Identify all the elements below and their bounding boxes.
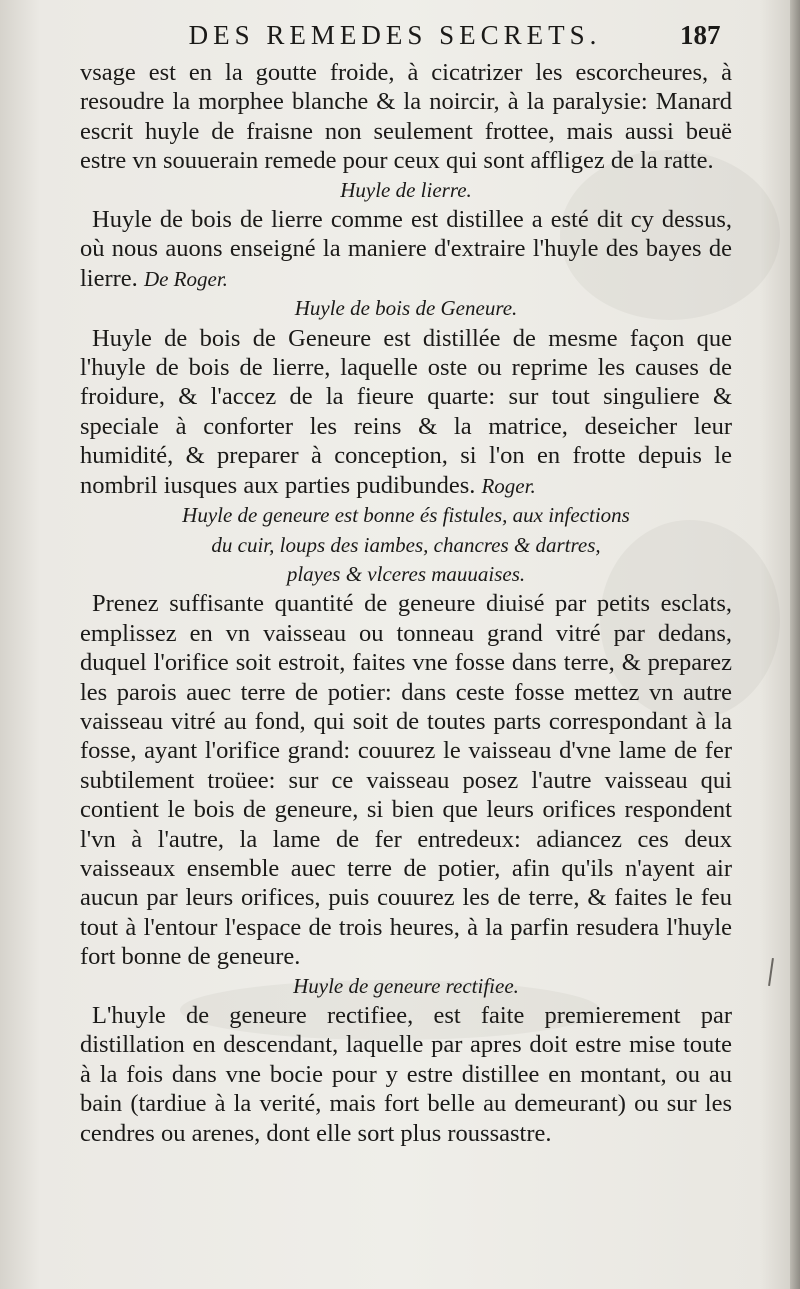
book-gutter — [790, 0, 800, 1289]
section-heading-juniper-wood-oil: Huyle de bois de Geneure. — [294, 296, 518, 321]
page-header — [0, 20, 800, 60]
section-heading-juniper-uses-line-3: playes & vlceres mauuaises. — [286, 561, 526, 586]
section-heading-ivy-oil: Huyle de lierre. — [340, 177, 472, 202]
running-title: DES REMEDES SECRETS. — [188, 20, 602, 50]
margin-mark — [768, 958, 774, 986]
paragraph-rectified-juniper-oil: L'huyle de geneure rectifiee, est faite premierement par distillation en descendant, laquelle par apres doit estre mise toute à la fois dans vne bocie pour y estre distillee en montant, ou au bain (tardiue à la verité, mais fort belle au demeurant) ou sur les cendres ou arenes, dont elle sort plus roussastre. — [80, 1002, 732, 1147]
page-number: 187 — [680, 20, 721, 50]
paragraph-ivy-wood-oil — [80, 205, 732, 294]
paragraph-juniper-recipe: Prenez suffisante quantité de geneure diuisé par petits esclats, emplissez en vn vaisseau ou tonneau grand vitré par dedans, duquel l'orifice soit estroit, faites vne fosse dans terre, & preparez les parois auec terre de potier: dans ceste fosse mettez vn autre vaisseau vitré au fond, qui soit de toutes parts correspondant à la fosse, ayant l'orifice grand: couurez le vaisseau d'vne lame de fer subtilement troüee: sur ce vaisseau posez l'autre vaisseau qui contient le bois de geneure, si bien que leurs orifices respondent l'vn à l'autre, la lame de fer entredeux: adiancez ces deux vaisseaux ensemble auec terre de potier, afin qu'ils n'ayent air aucun par leurs orifices, puis couurez les de terre, & faites le feu tout à l'entour l'espace de trois heures, à la parfin resudera l'huyle fort bonne de geneure. — [80, 590, 732, 971]
paragraph-text: Huyle de bois de lierre comme est distillee a esté dit cy dessus, où nous auons enseigné la maniere d'extraire l'huyle des bayes de lierre. — [80, 206, 732, 292]
section-heading-juniper-uses-line-2: du cuir, loups des iambes, chancres & dartres, — [211, 532, 601, 557]
source-citation: De Roger. — [143, 266, 228, 291]
section-heading-rectified-juniper-oil: Huyle de geneure rectifiee. — [293, 973, 519, 998]
paragraph-text: Huyle de bois de Geneure est distillée de mesme façon que l'huyle de bois de lierre, laquelle oste ou reprime les causes de froidure, & l'accez de la fieure quarte: sur tout singuliere & speciale à conforter les reins & la matrice, deseicher leur humidité, & preparer à conception, si l'on en frotte depuis le nombril iusques aux parties pudibundes. — [80, 324, 732, 499]
paragraph-ash-oil: vsage est en la goutte froide, à cicatrizer les escorcheures, à resoudre la morphee blanche & la noircir, à la paralysie: Manard escrit huyle de fraisne non seulement frottee, mais aussi beuë estre vn souuerain remede pour ceux qui sont affligez de la ratte. — [80, 59, 732, 175]
body-text — [80, 58, 732, 1148]
source-citation: Roger. — [481, 473, 536, 498]
section-heading-juniper-uses-line-1: Huyle de geneure est bonne és fistules, aux infections — [182, 503, 630, 528]
paragraph-juniper-wood-oil — [80, 324, 732, 501]
